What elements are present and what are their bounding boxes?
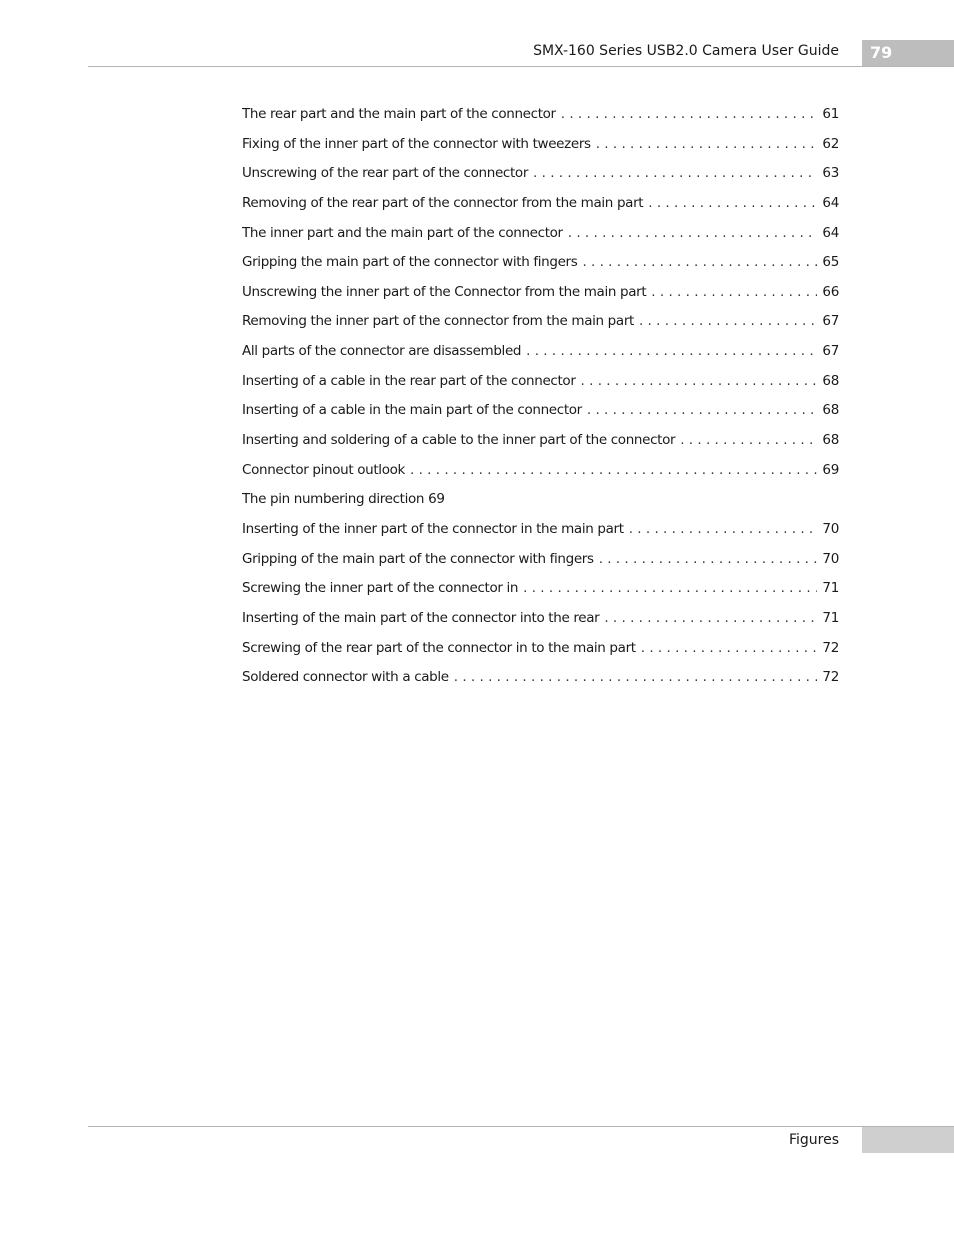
dot-leader (568, 221, 818, 246)
toc-entry[interactable] (242, 517, 839, 547)
toc-entry[interactable] (242, 606, 839, 636)
toc-entry-page: 71 (822, 609, 839, 626)
toc-entry[interactable] (242, 250, 839, 280)
toc-entry-page: 66 (822, 283, 839, 300)
toc-entry-page: 68 (822, 402, 839, 419)
toc-entry-title: Fixing of the inner part of the connector with tweezers (242, 135, 591, 152)
dot-leader (587, 398, 818, 423)
toc-entry[interactable] (242, 487, 839, 517)
toc-entry-page: 72 (822, 669, 839, 686)
document-title: SMX-160 Series USB2.0 Camera User Guide (533, 43, 839, 59)
dot-leader (596, 132, 818, 157)
toc-entry-title: The rear part and the main part of the connector (242, 106, 556, 122)
dot-leader (680, 428, 817, 453)
toc-entry-page: 72 (822, 639, 839, 656)
toc-entry-title: Screwing the inner part of the connector in (242, 580, 519, 597)
toc-entry-page: 71 (822, 580, 839, 597)
dot-leader (410, 458, 817, 483)
toc-entry[interactable] (242, 665, 839, 695)
dot-leader (533, 161, 817, 186)
toc-entry-page: 68 (822, 432, 839, 449)
toc-entry-page: 64 (822, 194, 839, 211)
toc-entry[interactable] (242, 339, 839, 369)
toc-entry[interactable] (242, 191, 839, 221)
dot-leader (526, 339, 817, 364)
page-number-tab (862, 40, 954, 66)
toc-entry[interactable] (242, 576, 839, 606)
toc-entry[interactable] (242, 458, 839, 488)
dot-leader (604, 606, 817, 631)
toc-entry-title: Removing of the rear part of the connector from the main part (242, 194, 644, 211)
toc-entry-title: Unscrewing of the rear part of the connector (242, 165, 529, 182)
toc-entry[interactable] (242, 636, 839, 666)
toc-entry-page: 62 (822, 135, 839, 152)
dot-leader (523, 576, 817, 601)
toc-entry[interactable] (242, 161, 839, 191)
toc-entry[interactable] (242, 309, 839, 339)
toc-entry-page: 70 (822, 520, 839, 537)
toc-entry-title: Soldered connector with a cable (242, 669, 449, 686)
toc-entry-title: Gripping of the main part of the connector with fingers (242, 550, 594, 567)
toc-entry-title: The inner part and the main part of the connector (242, 224, 563, 241)
table-of-figures (242, 102, 839, 695)
toc-entry-title: Connector pinout outlook (242, 461, 405, 478)
toc-entry-title: Gripping the main part of the connector with fingers (242, 254, 578, 271)
toc-entry-page: 70 (822, 550, 839, 567)
toc-entry-page: 61 (822, 106, 839, 122)
toc-entry-page: 64 (822, 224, 839, 241)
toc-entry-title: Removing the inner part of the connector from the main part (242, 313, 634, 330)
toc-entry-page: 67 (822, 313, 839, 330)
footer-divider (88, 1126, 954, 1127)
toc-entry-page: 63 (822, 165, 839, 182)
toc-entry[interactable] (242, 398, 839, 428)
section-label: Figures (788, 1132, 839, 1148)
dot-leader (629, 517, 818, 542)
toc-entry-title: Inserting of a cable in the rear part of the connector (242, 372, 576, 389)
toc-entry-title: Inserting and soldering of a cable to the inner part of the connector (242, 432, 676, 449)
page-number: 79 (870, 43, 893, 62)
toc-entry[interactable] (242, 221, 839, 251)
toc-entry-title: Screwing of the rear part of the connector in to the main part (242, 639, 636, 656)
toc-entry-title: The pin numbering direction 69 (242, 491, 445, 508)
toc-entry-title: Unscrewing the inner part of the Connector from the main part (242, 283, 647, 300)
toc-entry-title: All parts of the connector are disassembled (242, 343, 522, 360)
toc-entry[interactable] (242, 428, 839, 458)
toc-entry-title: Inserting of the inner part of the connector in the main part (242, 520, 624, 537)
toc-entry-page: 65 (822, 254, 839, 271)
toc-entry[interactable] (242, 369, 839, 399)
dot-leader (582, 250, 817, 275)
header-divider (88, 66, 954, 67)
toc-entry[interactable] (242, 547, 839, 577)
dot-leader (599, 547, 818, 572)
dot-leader (648, 191, 817, 216)
toc-entry[interactable] (242, 102, 839, 132)
dot-leader (454, 665, 818, 690)
toc-entry-page: 67 (822, 343, 839, 360)
dot-leader (651, 280, 817, 305)
toc-entry-page: 69 (822, 461, 839, 478)
dot-leader (641, 636, 818, 661)
dot-leader (639, 309, 817, 334)
toc-entry-page: 68 (822, 372, 839, 389)
toc-entry-title: Inserting of the main part of the connector into the rear (242, 609, 600, 626)
dot-leader (581, 369, 818, 394)
toc-entry[interactable] (242, 280, 839, 310)
dot-leader (561, 102, 818, 127)
footer-tab (862, 1127, 954, 1153)
toc-entry-title: Inserting of a cable in the main part of the connector (242, 402, 582, 419)
toc-entry[interactable] (242, 132, 839, 162)
